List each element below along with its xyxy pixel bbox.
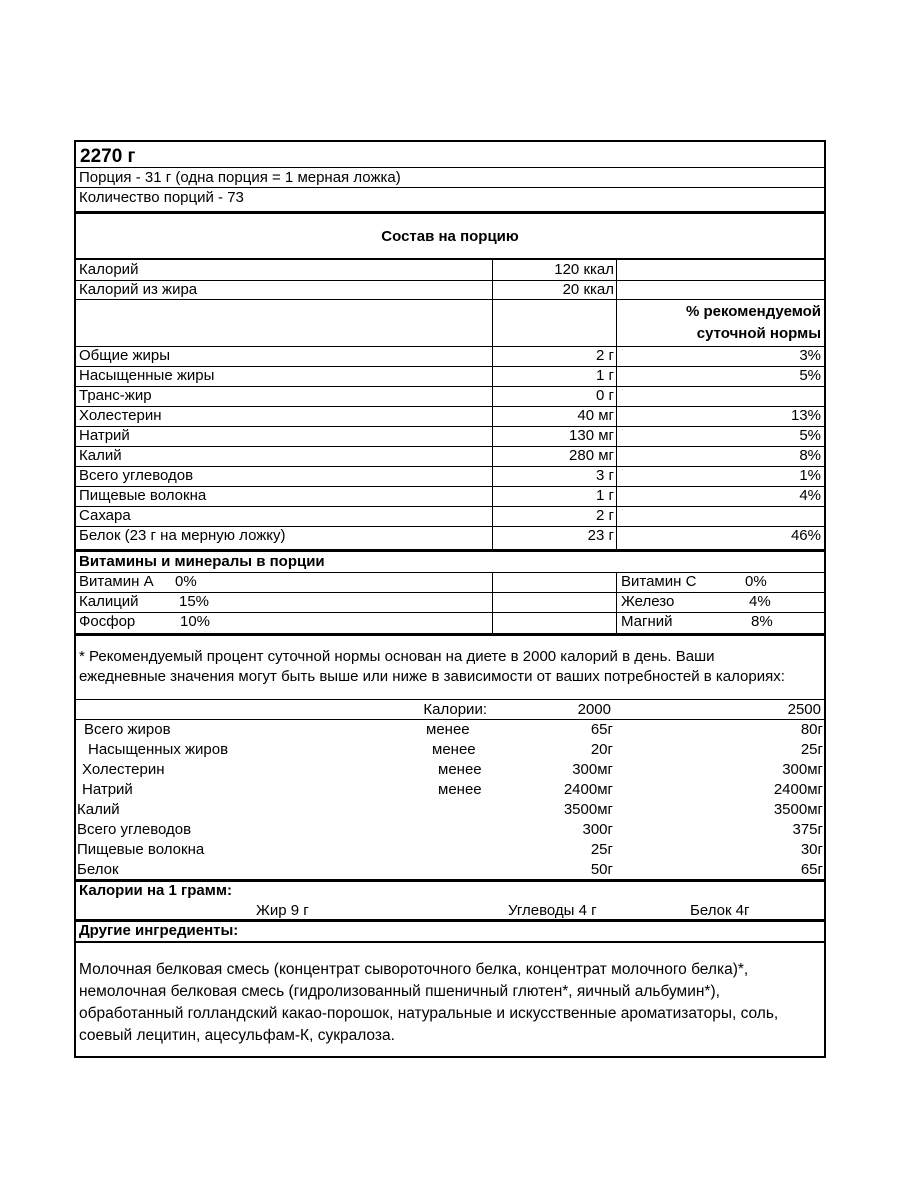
reference-2000: 300мг bbox=[572, 761, 613, 778]
reference-2500: 25г bbox=[800, 741, 823, 758]
reference-2500: 2400мг bbox=[773, 781, 823, 798]
composition-title: Состав на порцию bbox=[381, 228, 519, 245]
footnote-line2: ежедневные значения могут быть выше или ниже в зависимости от ваших потребностей в калориях: bbox=[79, 668, 785, 685]
reference-2500: 300мг bbox=[782, 761, 823, 778]
vitamin-left-label: Фосфор bbox=[79, 613, 136, 630]
vitamin-right-label: Магний bbox=[621, 613, 673, 630]
reference-label: Белок bbox=[77, 861, 119, 878]
calories-fat-value: 20 ккал bbox=[562, 281, 614, 298]
column-divider bbox=[492, 572, 493, 634]
footnote-line1: * Рекомендуемый процент суточной нормы основан на диете в 2000 калорий в день. Ваши bbox=[79, 648, 715, 665]
reference-2500: 65г bbox=[800, 861, 823, 878]
divider bbox=[76, 446, 824, 447]
nutrient-value: 1 г bbox=[596, 487, 614, 504]
vitamin-right-value: 8% bbox=[751, 613, 773, 630]
nutrient-label: Холестерин bbox=[79, 407, 162, 424]
vitamin-left-value: 0% bbox=[175, 573, 197, 590]
calories-fat-label: Калорий из жира bbox=[79, 281, 198, 298]
reference-label: Насыщенных жиров bbox=[88, 741, 229, 758]
ref-col-2000: 2000 bbox=[577, 701, 611, 718]
vitamin-left-label: Калиций bbox=[79, 593, 139, 610]
reference-2000: 50г bbox=[590, 861, 613, 878]
thick-divider bbox=[76, 633, 824, 636]
nutrient-value: 40 мг bbox=[577, 407, 614, 424]
nutrient-label: Сахара bbox=[79, 507, 131, 524]
reference-2500: 3500мг bbox=[773, 801, 823, 818]
nutrient-label: Насыщенные жиры bbox=[79, 367, 215, 384]
nutrient-label: Белок (23 г на мерную ложку) bbox=[79, 527, 286, 544]
vitamins-title: Витамины и минералы в порции bbox=[79, 553, 325, 570]
nutrient-value: 2 г bbox=[596, 347, 614, 364]
divider bbox=[76, 941, 824, 943]
dv-header-line1: % рекомендуемой bbox=[685, 303, 821, 320]
vitamin-right-value: 4% bbox=[749, 593, 771, 610]
reference-qualifier: менее bbox=[438, 761, 482, 778]
reference-label: Холестерин bbox=[82, 761, 165, 778]
reference-label: Натрий bbox=[82, 781, 133, 798]
vitamin-right-value: 0% bbox=[745, 573, 767, 590]
cal-per-gram-title: Калории на 1 грамм: bbox=[79, 882, 232, 899]
nutrient-dv: 3% bbox=[799, 347, 821, 364]
vitamin-right-label: Витамин С bbox=[621, 573, 697, 590]
nutrient-label: Пищевые волокна bbox=[79, 487, 207, 504]
divider bbox=[76, 167, 824, 168]
thick-divider bbox=[76, 211, 824, 214]
ingredients-title: Другие ингредиенты: bbox=[79, 922, 239, 939]
ingredient-line: соевый лецитин, ацесульфам-К, сукралоза. bbox=[79, 1027, 395, 1044]
divider bbox=[76, 719, 824, 720]
divider bbox=[76, 187, 824, 188]
reference-2500: 375г bbox=[792, 821, 823, 838]
nutrient-value: 130 мг bbox=[569, 427, 614, 444]
servings-count: Количество порций - 73 bbox=[79, 189, 244, 206]
reference-label: Всего углеводов bbox=[77, 821, 192, 838]
divider bbox=[76, 506, 824, 507]
reference-2500: 30г bbox=[800, 841, 823, 858]
reference-2000: 25г bbox=[590, 841, 613, 858]
vitamin-right-label: Железо bbox=[621, 593, 675, 610]
reference-qualifier: менее bbox=[438, 781, 482, 798]
vitamin-left-label: Витамин А bbox=[79, 573, 154, 590]
divider bbox=[76, 386, 824, 387]
reference-2000: 20г bbox=[590, 741, 613, 758]
column-divider bbox=[616, 572, 617, 634]
divider bbox=[76, 299, 824, 300]
nutrient-value: 280 мг bbox=[569, 447, 614, 464]
reference-2000: 2400мг bbox=[563, 781, 613, 798]
nutrient-dv: 5% bbox=[799, 367, 821, 384]
cal-per-gram-carbs: Углеводы 4 г bbox=[508, 902, 597, 919]
nutrient-label: Натрий bbox=[79, 427, 130, 444]
vitamin-left-value: 10% bbox=[180, 613, 211, 630]
nutrient-label: Калий bbox=[79, 447, 122, 464]
nutrient-dv: 1% bbox=[799, 467, 821, 484]
divider bbox=[76, 406, 824, 407]
serving-size: Порция - 31 г (одна порция = 1 мерная ложка) bbox=[79, 169, 401, 186]
ref-col-2500: 2500 bbox=[787, 701, 821, 718]
nutrient-dv: 4% bbox=[799, 487, 821, 504]
reference-label: Калий bbox=[77, 801, 120, 818]
reference-2000: 3500мг bbox=[563, 801, 613, 818]
nutrient-value: 1 г bbox=[596, 367, 614, 384]
ingredient-line: немолочная белковая смесь (гидролизованный пшеничный глютен*, яичный альбумин*), bbox=[79, 983, 720, 1000]
reference-label: Всего жиров bbox=[84, 721, 171, 738]
nutrient-dv: 5% bbox=[799, 427, 821, 444]
nutrient-value: 3 г bbox=[596, 467, 614, 484]
vitamin-left-value: 15% bbox=[179, 593, 210, 610]
cal-per-gram-protein: Белок 4г bbox=[690, 902, 750, 919]
reference-2000: 300г bbox=[582, 821, 613, 838]
divider bbox=[76, 426, 824, 427]
reference-qualifier: менее bbox=[432, 741, 476, 758]
ingredient-line: обработанный голландский какао-порошок, натуральные и искусственные ароматизаторы, соль, bbox=[79, 1005, 779, 1022]
nutrient-dv: 46% bbox=[790, 527, 821, 544]
cal-per-gram-fat: Жир 9 г bbox=[256, 902, 309, 919]
net-weight: 2270 г bbox=[80, 146, 136, 167]
nutrient-label: Всего углеводов bbox=[79, 467, 194, 484]
nutrition-label bbox=[74, 140, 826, 1058]
calories-value: 120 ккал bbox=[554, 261, 614, 278]
dv-header-line2: суточной нормы bbox=[696, 325, 821, 342]
ref-calories-label: Калории: bbox=[423, 701, 487, 718]
nutrient-dv: 13% bbox=[790, 407, 821, 424]
nutrient-value: 2 г bbox=[596, 507, 614, 524]
nutrient-value: 0 г bbox=[596, 387, 614, 404]
reference-2500: 80г bbox=[800, 721, 823, 738]
nutrient-label: Транс-жир bbox=[79, 387, 152, 404]
divider bbox=[76, 346, 824, 347]
nutrient-label: Общие жиры bbox=[79, 347, 171, 364]
divider bbox=[76, 699, 824, 700]
nutrient-value: 23 г bbox=[587, 527, 614, 544]
thick-divider bbox=[76, 549, 824, 552]
divider bbox=[76, 258, 824, 260]
reference-qualifier: менее bbox=[426, 721, 470, 738]
reference-label: Пищевые волокна bbox=[77, 841, 205, 858]
nutrient-dv: 8% bbox=[799, 447, 821, 464]
reference-2000: 65г bbox=[590, 721, 613, 738]
ingredient-line: Молочная белковая смесь (концентрат сывороточного белка, концентрат молочного белка)*, bbox=[79, 961, 749, 978]
calories-label: Калорий bbox=[79, 261, 139, 278]
